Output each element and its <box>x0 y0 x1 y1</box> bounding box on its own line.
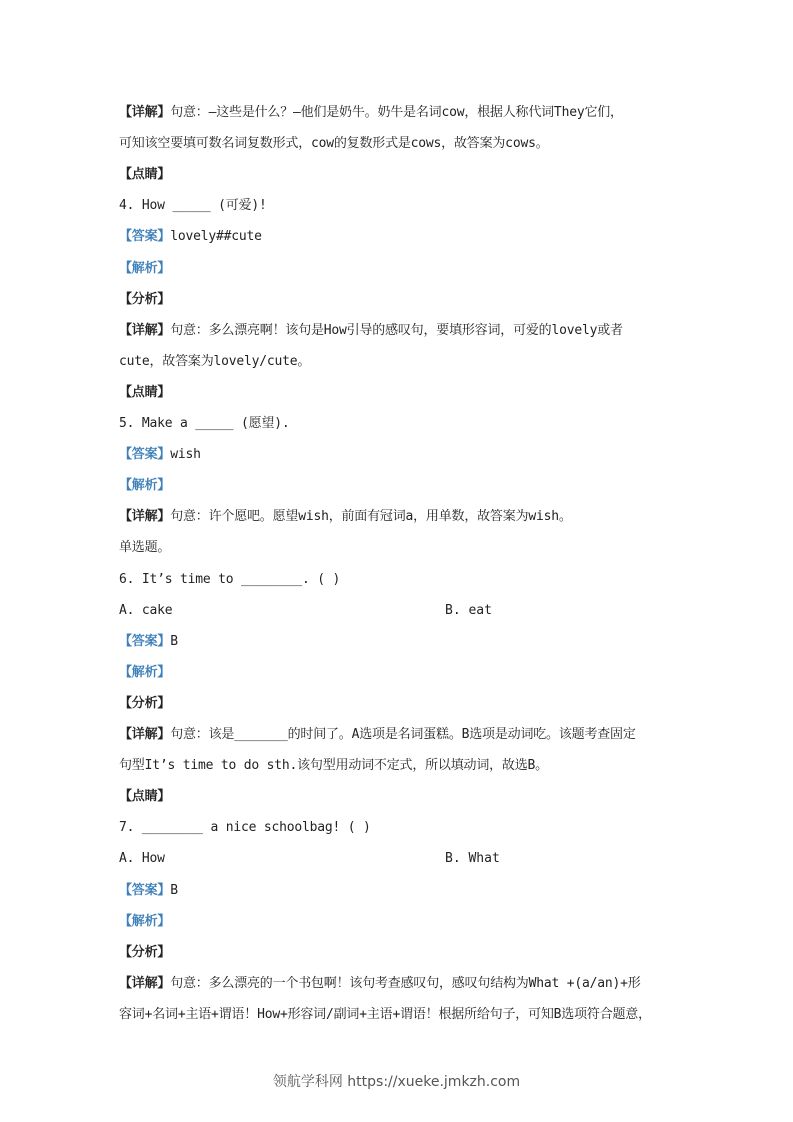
text-line <box>119 322 623 340</box>
text-line <box>119 664 170 682</box>
section-tag-blue: 【答案】 <box>119 229 171 245</box>
text-line <box>119 726 636 744</box>
line-text: B <box>170 882 178 898</box>
section-tag: 【详解】 <box>119 975 171 991</box>
section-tag-blue: 【答案】 <box>119 447 171 463</box>
section-tag: 【详解】 <box>119 105 171 120</box>
text-line <box>119 135 549 153</box>
text-line <box>119 788 170 806</box>
text-line <box>119 1006 651 1024</box>
section-tag: 【详解】 <box>119 727 171 742</box>
section-tag: 【点睛】 <box>119 384 171 400</box>
text-line <box>119 197 267 215</box>
line-text: A. How <box>119 851 165 867</box>
option-b: B. eat <box>445 602 492 618</box>
text-line <box>119 291 170 309</box>
text-line <box>119 508 572 526</box>
section-tag: 【详解】 <box>119 509 171 525</box>
text-line <box>119 695 170 713</box>
line-text: 单选题。 <box>119 540 171 556</box>
line-text: 句意：—这些是什么？—他们是奶牛。奶牛是名词cow，根据人称代词They它们， <box>170 105 623 120</box>
text-line <box>119 975 641 993</box>
section-tag-blue: 【答案】 <box>119 633 171 649</box>
line-text: 句意：该是_______的时间了。A选项是名词蛋糕。B选项是动词吃。该题考查固定 <box>170 727 636 742</box>
line-text: 句意：多么漂亮啊！该句是How引导的感叹句，要填形容词，可爱的lovely或者 <box>170 322 623 338</box>
line-text: 4. How _____ (可爱)! <box>119 198 267 214</box>
text-line <box>119 539 170 557</box>
line-text: 句型It’s time to do sth.该句型用动词不定式，所以填动词，故选B。 <box>119 758 548 774</box>
section-tag-blue: 【解析】 <box>119 260 171 276</box>
line-text: 6. It’s time to ________. ( ) <box>119 571 341 587</box>
section-tag-blue: 【答案】 <box>119 882 171 898</box>
text-line <box>119 819 371 837</box>
section-tag: 【点睛】 <box>119 789 171 805</box>
page-footer: 领航学科网 https://xueke.jmkzh.com <box>272 1074 521 1090</box>
line-text: 句意：许个愿吧。愿望wish，前面有冠词a，用单数，故答案为wish。 <box>170 509 572 525</box>
text-line <box>119 415 290 433</box>
line-text: 容词+名词+主语+谓语！How+形容词/副词+主语+谓语！根据所给句子，可知B选项符合题意， <box>119 1006 651 1022</box>
text-line <box>119 260 170 278</box>
text-line <box>119 602 172 620</box>
text-line <box>119 944 170 962</box>
text-line <box>119 166 170 184</box>
text-line <box>119 850 165 868</box>
text-line <box>119 104 623 122</box>
text-line <box>119 633 178 651</box>
section-tag-blue: 【解析】 <box>119 913 171 929</box>
line-text: 可知该空要填可数名词复数形式，cow的复数形式是cows，故答案为cows。 <box>119 136 549 152</box>
text-line <box>119 228 262 246</box>
line-text: 5. Make a _____ (愿望). <box>119 416 290 431</box>
line-text: 句意：多么漂亮的一个书包啊！该句考查感叹句，感叹句结构为What +(a/an)+形 <box>170 975 641 991</box>
text-line <box>119 446 201 464</box>
line-text: 7. ________ a nice schoolbag! ( ) <box>119 820 371 836</box>
line-text: B <box>170 633 178 649</box>
line-text: wish <box>170 447 201 463</box>
section-tag-blue: 【解析】 <box>119 478 171 494</box>
text-line <box>119 571 340 589</box>
line-text: A. cake <box>119 602 173 618</box>
option-b: B. What <box>445 851 500 867</box>
text-line <box>119 384 170 402</box>
section-tag: 【分析】 <box>119 291 171 307</box>
text-line <box>119 882 178 900</box>
section-tag: 【点睛】 <box>119 167 171 183</box>
line-text: cute，故答案为lovely/cute。 <box>119 353 311 369</box>
text-line <box>119 353 310 371</box>
section-tag-blue: 【解析】 <box>119 664 171 680</box>
text-line <box>119 477 170 495</box>
text-line <box>119 757 548 775</box>
section-tag: 【分析】 <box>119 944 171 960</box>
text-line <box>119 913 170 931</box>
line-text: lovely##cute <box>170 229 262 245</box>
section-tag: 【分析】 <box>119 695 171 711</box>
section-tag: 【详解】 <box>119 322 171 338</box>
